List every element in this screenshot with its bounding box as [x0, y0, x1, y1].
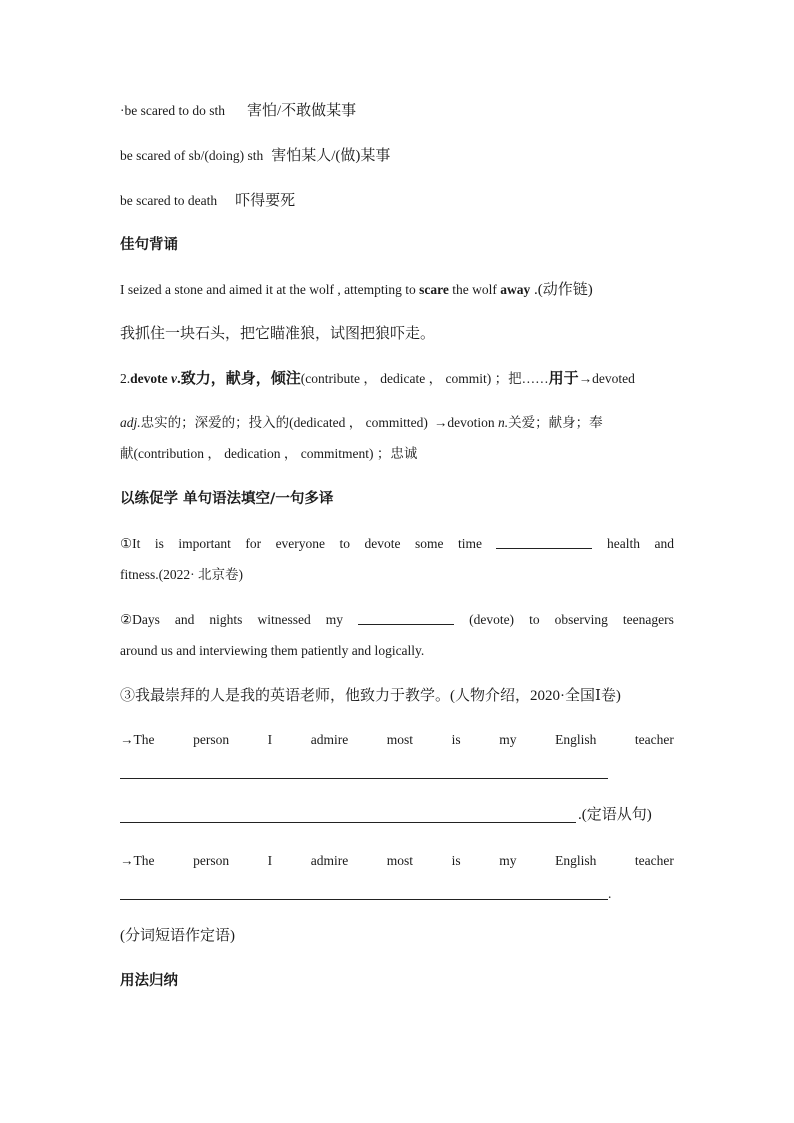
exercise-1-line1: ①It is important for everyone to devote some time health and — [120, 536, 674, 551]
note-participle-phrase: (分词短语作定语) — [120, 928, 235, 944]
exercise-1-line2: fitness.(2022· 北京卷) — [120, 567, 243, 582]
phrase-en: be scared to death — [120, 193, 218, 208]
phrase-cn: 吓得要死 — [235, 193, 296, 209]
phrase-line — [120, 146, 674, 166]
answer-line[interactable] — [120, 822, 576, 823]
entry-devote-line2: adj.忠实的；深爱的；投入的(dedicated ， committed) →devotion n.关爱；献身；奉 — [120, 415, 603, 430]
example-translation: 我抓住一块石头，把它瞄准狼，试图把狼吓走。 — [120, 326, 436, 342]
note-attributive-clause: .(定语从句) — [578, 807, 652, 823]
keyword-scare: scare — [419, 282, 449, 297]
answer-blank-2[interactable] — [358, 610, 454, 625]
exercise-3-prompt: ③我最崇拜的人是我的英语老师，他致力于教学。(人物介绍，2020·全国Ⅰ卷) — [120, 688, 621, 704]
phrase-line — [120, 191, 674, 211]
phrase-cn: 害怕/不敢做某事 — [246, 103, 357, 119]
section-title-usage: 用法归纳 — [120, 973, 178, 989]
example-sentence: I seized a stone and aimed it at the wolf , attempting to scare the wolf away .(动作链) — [120, 282, 593, 298]
section-title-memorize: 佳句背诵 — [120, 237, 178, 253]
period: . — [608, 886, 612, 901]
exercise-2-line1: ②Days and nights witnessed my (devote) to observing teenagers — [120, 612, 674, 627]
entry-devote-line3: 献(contribution ， dedication ， commitment) ；忠诚 — [120, 446, 418, 461]
phrase-en: be scared of sb/(doing) sth — [120, 148, 264, 163]
answer-line[interactable] — [120, 778, 608, 779]
phrase-en: ·be scared to do sth — [120, 103, 225, 118]
keyword-away: away — [500, 282, 531, 297]
exercise-3-sentence-b: →The person I admire most is my English teacher — [120, 853, 674, 868]
headword: devote — [130, 371, 168, 386]
section-title-practice: 以练促学 单句语法填空/一句多译 — [120, 491, 334, 507]
answer-blank-1[interactable] — [496, 534, 592, 549]
entry-devote-line1: 2.devote v.致力，献身，倾注(contribute ， dedicate ， commit) ；把……用于→devoted — [120, 371, 635, 387]
exercise-3-sentence-a: →The person I admire most is my English teacher — [120, 732, 674, 747]
answer-line[interactable] — [120, 899, 608, 900]
exercise-2-line2: around us and interviewing them patiently and logically. — [120, 643, 425, 658]
phrase-cn: 害怕某人/(做)某事 — [271, 148, 391, 164]
phrase-line — [120, 101, 674, 121]
